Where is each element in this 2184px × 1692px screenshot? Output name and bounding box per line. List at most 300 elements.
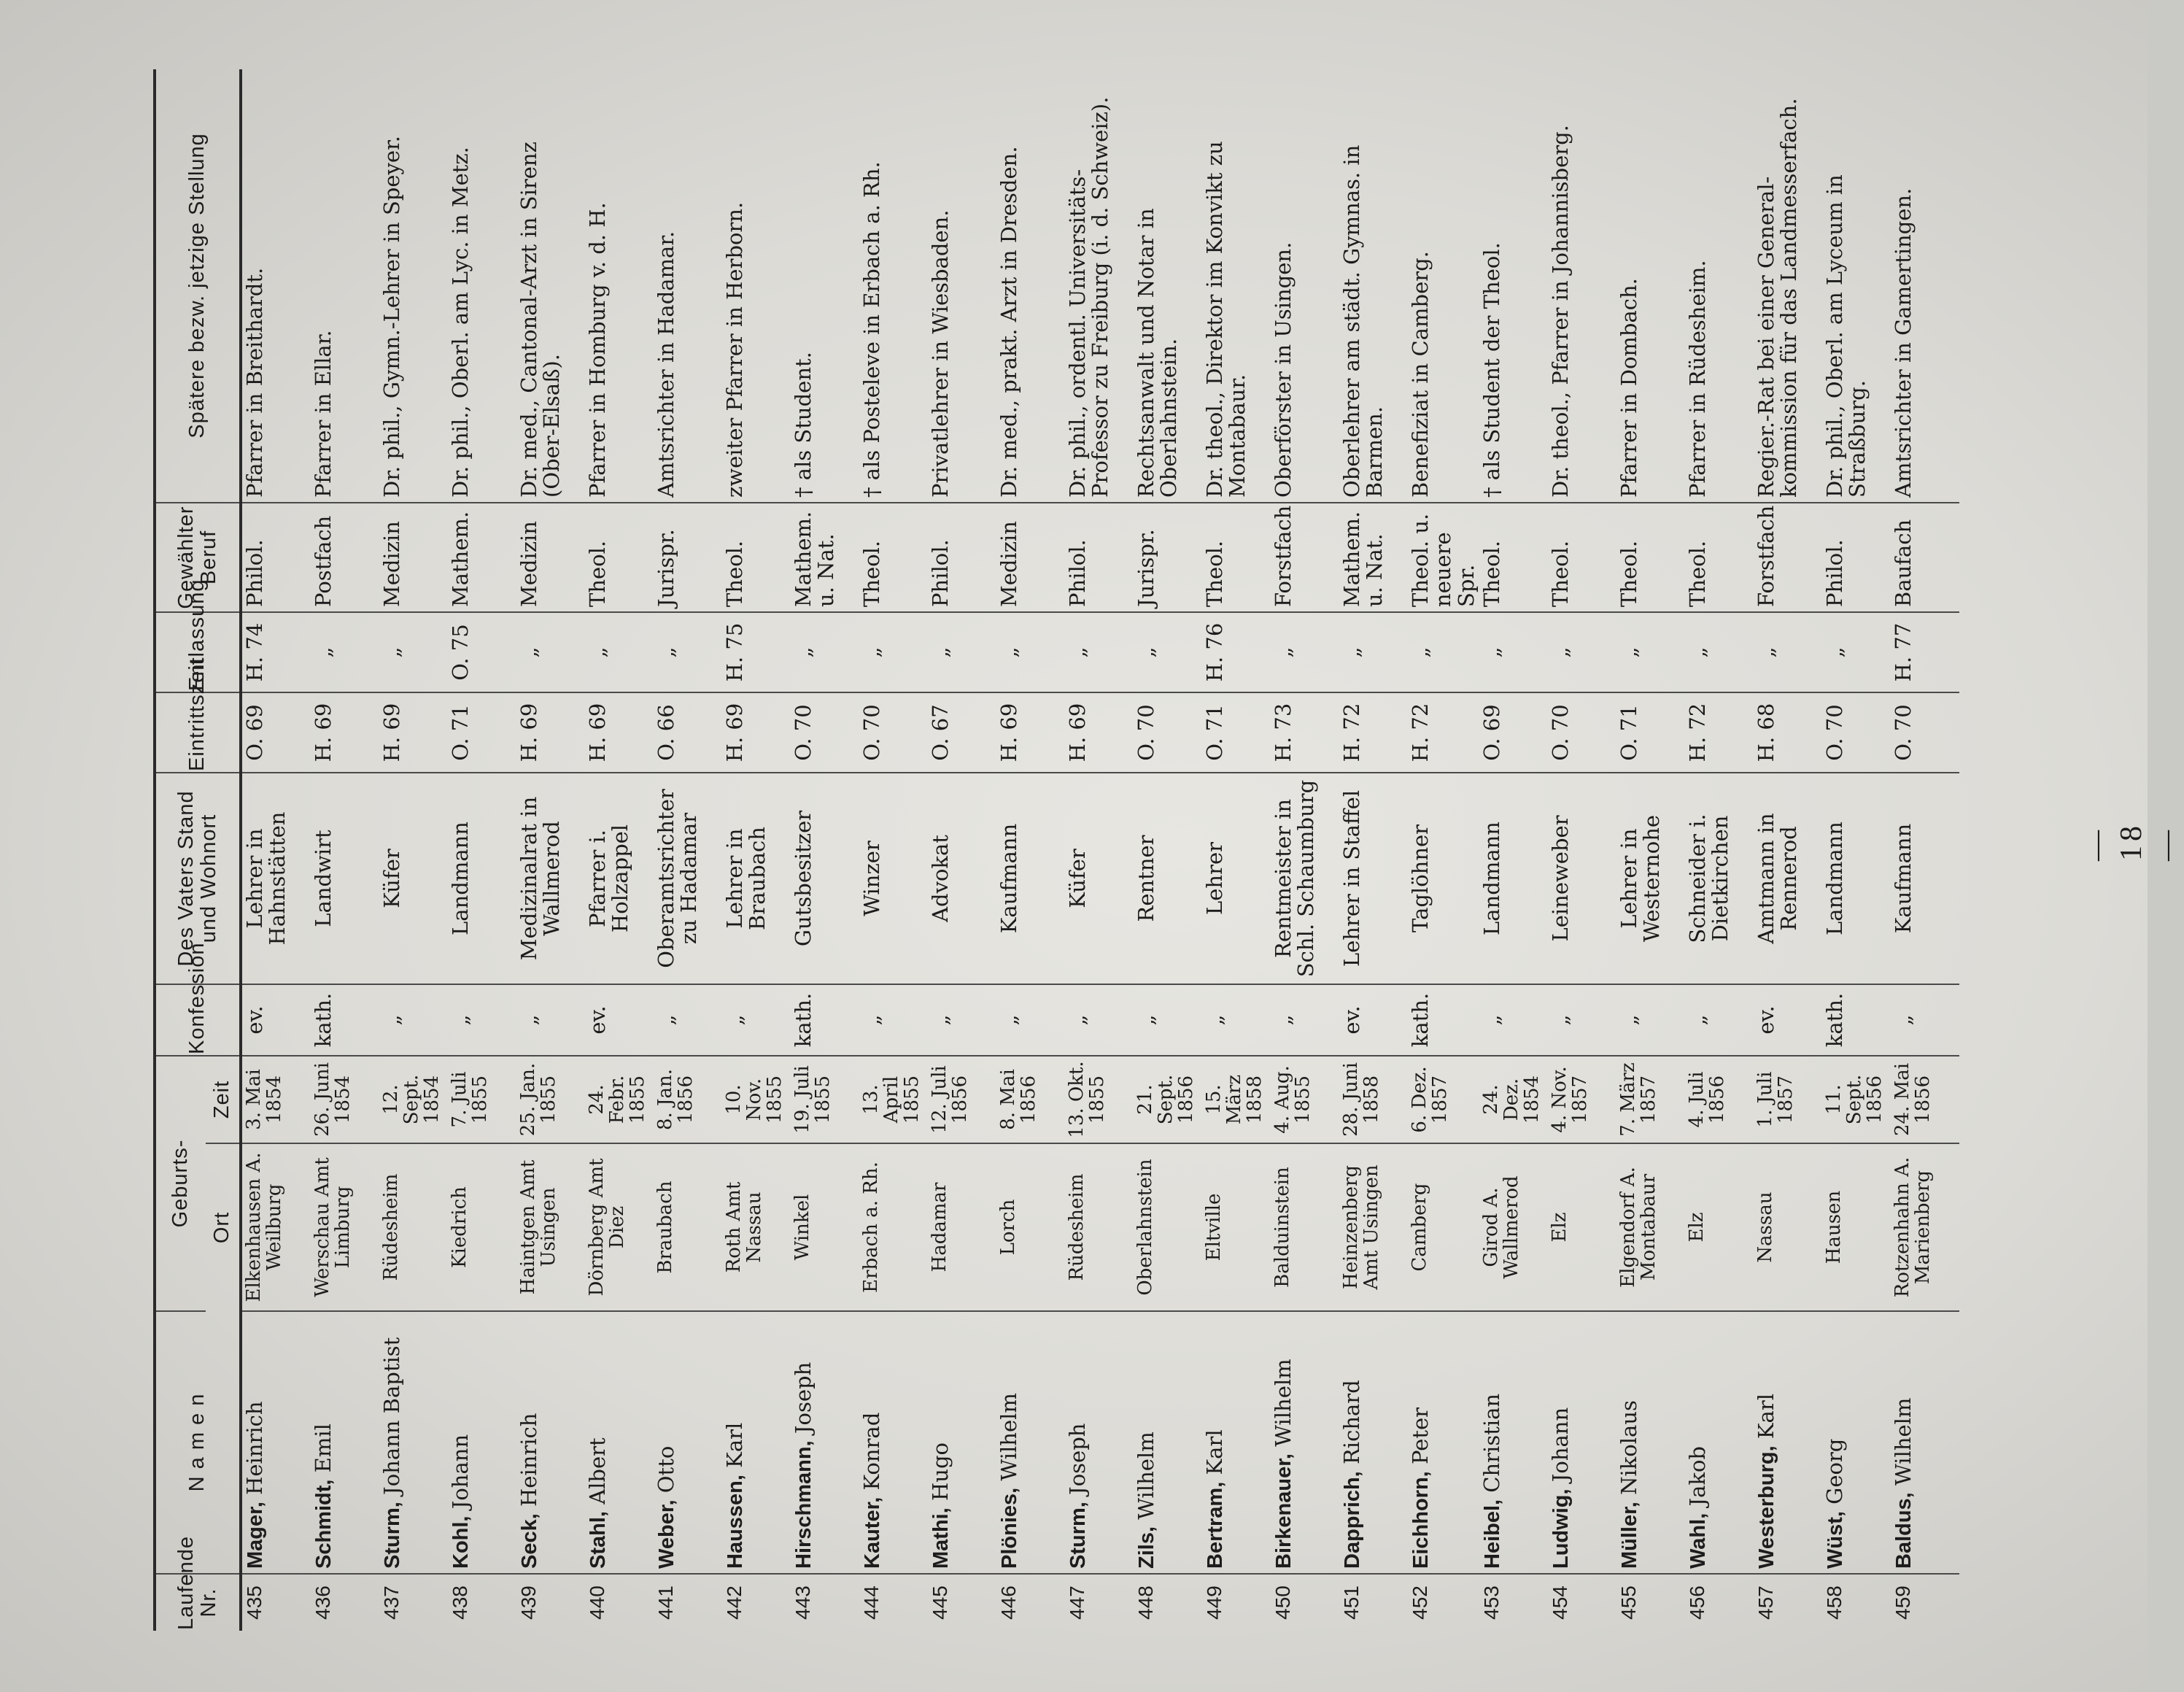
cell-stellung: Dr. med., prakt. Arzt in Dresden. [996,69,1065,503]
cell-name [311,1311,379,1574]
cell-zeit: 15. März 1858 [1202,1056,1271,1143]
cell-eintrittszeit: O. 70 [1548,692,1616,773]
cell-zeit: 11. Sept. 1856 [1822,1056,1891,1143]
cell-eintrittszeit: H. 69 [1065,692,1134,773]
cell-nr: 458 [1822,1585,1846,1620]
surname: Westerburg, [1754,1445,1778,1569]
surname: Sturm, [381,1502,404,1569]
given-name: Peter [1408,1407,1433,1465]
header-geburts: Geburts- [155,1056,206,1311]
cell-name [1202,1311,1271,1574]
cell-nr: 445 [929,1585,951,1620]
cell-stellung: † als Student der Theol. [1479,69,1548,503]
cell-name [585,1311,654,1574]
cell-name [1548,1311,1616,1574]
cell-zeit: 8. Jan. 1856 [654,1056,722,1143]
cell-beruf: Medizin [379,503,448,612]
cell-zeit: 4. Aug. 1855 [1271,1056,1339,1143]
surname: Plönies, [998,1487,1021,1569]
cell-eintrittszeit: O. 69 [1479,692,1548,773]
surname: Kohl, [449,1515,473,1569]
table-row [1134,69,1202,1631]
cell-zeit: 7. März 1857 [1616,1056,1685,1143]
cell-vater-stand: Lehrer in Hahnstätten [241,773,311,984]
cell-nr: 455 [1616,1585,1640,1620]
cell-entlassung: „ [585,612,654,692]
cell-zeit: 26. Juni 1854 [311,1056,379,1143]
surname: Müller, [1617,1502,1641,1569]
cell-beruf: Theol. [585,503,654,612]
cell-stellung: zweiter Pfarrer in Herborn. [722,69,791,503]
cell-ort: Rotzenhahn A. Marienberg [1891,1143,1959,1311]
header-zeit: Zeit [206,1056,241,1143]
cell-entlassung: „ [1822,612,1891,692]
cell-vater-stand: Kaufmann [1891,773,1959,984]
given-name: Karl [1753,1394,1778,1440]
cell-entlassung: „ [1408,612,1479,692]
table-row [1548,69,1616,1631]
table-row [1685,69,1754,1631]
cell-name [1271,1311,1339,1574]
given-name: Heinrich [242,1401,267,1495]
cell-beruf: Theol. [1479,503,1548,612]
cell-stellung: Privatlehrer in Wiesbaden. [928,69,996,503]
cell-nr: 444 [860,1585,883,1620]
cell-entlassung: „ [1271,612,1339,692]
cell-ort: Braubach [654,1143,722,1311]
cell-nr: 441 [654,1585,677,1620]
cell-nr: 456 [1685,1585,1708,1620]
cell-stellung: Dr. phil., Gymn.-Lehrer in Speyer. [379,69,448,503]
cell-konfession: „ [1685,984,1754,1056]
cell-name [654,1311,722,1574]
cell-stellung: Pfarrer in Dombach. [1616,69,1685,503]
cell-eintrittszeit: H. 72 [1339,692,1408,773]
cell-vater-stand: Pfarrer i. Holzappel [585,773,654,984]
cell-beruf: Theol. [1548,503,1616,612]
surname: Birkenauer, [1272,1453,1296,1569]
given-name: Joseph [791,1361,816,1434]
cell-entlassung: „ [1479,612,1548,692]
cell-stellung: Amtsrichter in Gamertingen. [1891,69,1959,503]
cell-konfession: „ [1616,984,1685,1056]
cell-konfession: ev. [585,984,654,1056]
cell-nr: 459 [1891,1585,1914,1620]
cell-entlassung: „ [1065,612,1134,692]
cell-ort: Dörnberg Amt Diez [585,1143,654,1311]
cell-konfession: „ [654,984,722,1056]
table-row [1891,69,1959,1631]
cell-entlassung: „ [859,612,928,692]
surname: Seck, [518,1513,541,1569]
cell-beruf: Mathem. u. Nat. [791,503,859,612]
cell-beruf: Baufach [1891,503,1959,612]
table-row [1408,69,1479,1631]
cell-vater-stand: Küfer [1065,773,1134,984]
cell-beruf: Medizin [996,503,1065,612]
cell-zeit: 6. Dez. 1857 [1408,1056,1479,1143]
table-row [585,69,654,1631]
cell-stellung: Rechtsanwalt und Notar in Oberlahnstein. [1134,69,1202,503]
cell-stellung: Pfarrer in Rüdesheim. [1685,69,1754,503]
cell-konfession: kath. [791,984,859,1056]
cell-name [516,1311,585,1574]
cell-name [448,1311,516,1574]
cell-entlassung: „ [928,612,996,692]
cell-entlassung: „ [516,612,585,692]
header-ort: Ort [210,1211,234,1244]
cell-beruf: Theol. [859,503,928,612]
table-row [379,69,448,1631]
cell-name [996,1311,1065,1574]
cell-konfession: ev. [1339,984,1408,1056]
surname: Bertram, [1204,1481,1227,1569]
cell-stellung: Dr. phil., Oberl. am Lyceum in Straßburg. [1822,69,1891,503]
cell-beruf: Postfach [311,503,379,612]
cell-eintrittszeit: O. 70 [791,692,859,773]
cell-zeit: 3. Mai 1854 [241,1056,311,1143]
given-name: Johann [448,1434,473,1510]
cell-beruf: Jurispr. [1134,503,1202,612]
cell-eintrittszeit: H. 73 [1271,692,1339,773]
given-name: Johann [1547,1407,1573,1483]
cell-nr: 435 [243,1585,266,1620]
cell-eintrittszeit: H. 69 [311,692,379,773]
table-row [722,69,791,1631]
cell-vater-stand: Schneider i. Dietkirchen [1685,773,1754,984]
cell-beruf: Medizin [516,503,585,612]
cell-stellung: Pfarrer in Homburg v. d. H. [585,69,654,503]
surname: Wüst, [1823,1511,1847,1569]
cell-name [1616,1311,1685,1574]
given-name: Jakob [1684,1446,1710,1507]
cell-entlassung: „ [1616,612,1685,692]
cell-beruf: Theol. u. neuere Spr. [1408,503,1479,612]
cell-ort: Elkenhausen A. Weilburg [241,1143,311,1311]
cell-ort: Kiedrich [448,1143,516,1311]
cell-nr: 436 [311,1585,334,1620]
surname: Eichhorn, [1409,1471,1433,1569]
cell-konfession: kath. [1408,984,1479,1056]
cell-vater-stand: Advokat [928,773,996,984]
cell-name [1479,1311,1548,1574]
cell-zeit: 10. Nov. 1855 [722,1056,791,1143]
cell-vater-stand: Winzer [859,773,928,984]
cell-eintrittszeit: H. 69 [585,692,654,773]
cell-ort: Camberg [1408,1143,1479,1311]
cell-zeit: 4. Juli 1856 [1685,1056,1754,1143]
cell-konfession: „ [859,984,928,1056]
cell-ort: Girod A. Wallmerod [1479,1143,1548,1311]
cell-ort: Elz [1548,1143,1616,1311]
cell-nr: 440 [586,1585,608,1620]
cell-name [1134,1311,1202,1574]
cell-beruf: Mathem. [448,503,516,612]
surname: Haussen, [724,1475,747,1569]
cell-zeit: 24. Febr. 1855 [585,1056,654,1143]
cell-eintrittszeit: O. 67 [928,692,996,773]
given-name: Richard [1339,1380,1364,1465]
cell-konfession: „ [1202,984,1271,1056]
cell-nr: 449 [1203,1585,1225,1620]
cell-nr: 454 [1548,1585,1571,1620]
given-name: Hugo [928,1442,953,1501]
register-rows [241,69,1959,1631]
cell-vater-stand: Landwirt [311,773,379,984]
cell-ort: Erbach a. Rh. [859,1143,928,1311]
surname: Weber, [655,1499,678,1569]
table-row [859,69,928,1631]
header-namen: N a m e n [155,1311,241,1574]
cell-ort: Hausen [1822,1143,1891,1311]
cell-eintrittszeit: H. 69 [379,692,448,773]
cell-zeit: 25. Jan. 1855 [516,1056,585,1143]
cell-beruf: Philol. [1822,503,1891,612]
cell-stellung: Oberlehrer am städt. Gymnas. in Barmen. [1339,69,1408,503]
header-entlassung: Entlassung [155,612,241,692]
cell-beruf: Forstfach [1754,503,1822,612]
given-name: Albert [585,1437,610,1504]
table-row [448,69,516,1631]
cell-stellung: Benefiziat in Camberg. [1408,69,1479,503]
cell-nr: 448 [1134,1585,1157,1620]
cell-zeit: 12. Juli 1856 [928,1056,996,1143]
cell-entlassung: H. 74 [241,612,311,692]
cell-eintrittszeit: O. 70 [1891,692,1959,773]
cell-konfession: „ [379,984,448,1056]
cell-eintrittszeit: H. 72 [1408,692,1479,773]
cell-entlassung: „ [311,612,379,692]
cell-eintrittszeit: H. 68 [1754,692,1822,773]
cell-ort: Heinzenberg Amt Usingen [1339,1143,1408,1311]
cell-entlassung: „ [1754,612,1822,692]
cell-stellung: Dr. med., Cantonal-Arzt in Sirenz (Ober-Elsaß). [516,69,585,503]
given-name: Wilhelm [1134,1432,1158,1520]
given-name: Otto [654,1445,678,1494]
cell-nr: 457 [1754,1585,1777,1620]
cell-ort: Rüdesheim [1065,1143,1134,1311]
cell-name [1822,1311,1891,1574]
table-row [311,69,379,1631]
cell-ort: Haintgen Amt Usingen [516,1143,585,1311]
cell-vater-stand: Oberamtsrichter zu Hadamar [654,773,722,984]
header-beruf: Gewählter Beruf [155,503,241,612]
cell-vater-stand: Medizinalrat in Wallmerod [516,773,585,984]
cell-ort: Rüdesheim [379,1143,448,1311]
given-name: Joseph [1065,1423,1090,1495]
cell-stellung: † als Student. [791,69,859,503]
surname: Stahl, [586,1511,610,1569]
cell-konfession: kath. [1822,984,1891,1056]
cell-eintrittszeit: H. 69 [722,692,791,773]
given-name: Georg [1821,1438,1847,1504]
cell-eintrittszeit: O. 70 [1822,692,1891,773]
cell-name [928,1311,996,1574]
given-name: Wilhelm [996,1393,1021,1481]
cell-name [722,1311,791,1574]
cell-beruf: Philol. [241,503,311,612]
cell-nr: 451 [1340,1585,1363,1620]
cell-nr: 437 [380,1585,403,1620]
surname: Hirschmann, [792,1440,816,1569]
cell-nr: 438 [449,1585,471,1620]
table-row [1479,69,1548,1631]
cell-name [791,1311,859,1574]
cell-konfession: „ [1891,984,1959,1056]
cell-konfession: „ [928,984,996,1056]
cell-entlassung: „ [1339,612,1408,692]
table-row [996,69,1065,1631]
cell-vater-stand: Taglöhner [1408,773,1479,984]
page-number: — 18 — [2080,822,2183,861]
cell-eintrittszeit: O. 66 [654,692,722,773]
cell-eintrittszeit: O. 69 [241,692,311,773]
cell-eintrittszeit: H. 69 [516,692,585,773]
cell-ort: Werschau Amt Limburg [311,1143,379,1311]
cell-eintrittszeit: H. 69 [996,692,1065,773]
given-name: Wilhelm [1271,1359,1296,1447]
cell-vater-stand: Gutsbesitzer [791,773,859,984]
cell-ort: Balduinstein [1271,1143,1339,1311]
cell-entlassung: „ [654,612,722,692]
cell-ort: Elgendorf A. Montabaur [1616,1143,1685,1311]
table-row [516,69,585,1631]
table-row [1065,69,1134,1631]
cell-nr: 447 [1066,1585,1088,1620]
cell-nr: 453 [1479,1585,1503,1620]
cell-ort: Oberlahnstein [1134,1143,1202,1311]
cell-beruf: Theol. [722,503,791,612]
cell-konfession: „ [1271,984,1339,1056]
cell-entlassung: „ [996,612,1065,692]
table-row [1822,69,1891,1631]
cell-zeit: 19. Juli 1855 [791,1056,859,1143]
cell-konfession: „ [516,984,585,1056]
cell-entlassung: „ [1134,612,1202,692]
cell-name [1754,1311,1822,1574]
cell-entlassung: H. 76 [1202,612,1271,692]
table-row [1202,69,1271,1631]
cell-konfession: „ [448,984,516,1056]
cell-nr: 443 [791,1585,814,1620]
cell-vater-stand: Lehrer in Westernohe [1616,773,1685,984]
cell-konfession: „ [1134,984,1202,1056]
cell-zeit: 21. Sept. 1856 [1134,1056,1202,1143]
cell-ort: Winkel [791,1143,859,1311]
given-name: Johann Baptist [379,1337,404,1495]
cell-ort: Nassau [1754,1143,1822,1311]
cell-stellung: Dr. phil., Oberl. am Lyc. in Metz. [448,69,516,503]
cell-beruf: Theol. [1616,503,1685,612]
cell-entlassung: „ [1548,612,1616,692]
given-name: Christian [1479,1393,1504,1493]
surname: Wahl, [1686,1513,1710,1569]
cell-name [379,1311,448,1574]
cell-vater-stand: Rentner [1134,773,1202,984]
cell-vater-stand: Amtmann in Rennerod [1754,773,1822,984]
cell-zeit: 12. Sept. 1854 [379,1056,448,1143]
header-vaters: Des Vaters Stand und Wohnort [155,773,241,984]
cell-eintrittszeit: O. 71 [1616,692,1685,773]
cell-entlassung: „ [379,612,448,692]
cell-beruf: Theol. [1685,503,1754,612]
surname: Ludwig, [1549,1488,1573,1569]
cell-eintrittszeit: O. 71 [1202,692,1271,773]
given-name: Heinrich [516,1413,541,1507]
cell-name [1339,1311,1408,1574]
cell-beruf: Philol. [928,503,996,612]
cell-ort: Elz [1685,1143,1754,1311]
cell-nr: 452 [1409,1585,1431,1620]
cell-name [1408,1311,1479,1574]
cell-zeit: 24. Mai 1856 [1891,1056,1959,1143]
cell-zeit: 13. April 1855 [859,1056,928,1143]
cell-zeit: 28. Juni 1858 [1339,1056,1408,1143]
surname: Mager, [244,1502,267,1569]
cell-zeit: 8. Mai 1856 [996,1056,1065,1143]
register-table-rotated [153,69,1984,1631]
cell-vater-stand: Lehrer in Braubach [722,773,791,984]
cell-entlassung: O. 75 [448,612,516,692]
cell-vater-stand: Landmann [1822,773,1891,984]
table-row [1271,69,1339,1631]
cell-zeit: 13. Okt. 1855 [1065,1056,1134,1143]
surname: Kauter, [861,1496,884,1569]
surname: Sturm, [1066,1502,1090,1569]
cell-vater-stand: Rentmeister in Schl. Schaumburg [1271,773,1339,984]
given-name: Konrad [859,1412,884,1491]
cell-eintrittszeit: H. 72 [1685,692,1754,773]
cell-nr: 450 [1271,1585,1294,1620]
student-register-table [153,69,1959,1631]
cell-eintrittszeit: O. 70 [1134,692,1202,773]
table-row [654,69,722,1631]
surname: Zils, [1135,1526,1158,1569]
given-name: Emil [311,1423,336,1473]
cell-stellung: † als Posteleve in Erbach a. Rh. [859,69,928,503]
table-row [791,69,859,1631]
cell-vater-stand: Küfer [379,773,448,984]
table-row [1616,69,1685,1631]
cell-name [1685,1311,1754,1574]
cell-konfession: kath. [311,984,379,1056]
cell-stellung: Dr. phil., ordentl. Universitäts-Professor zu Freiburg (i. d. Schweiz). [1065,69,1134,503]
cell-zeit: 24. Dez. 1854 [1479,1056,1548,1143]
header-konfession: Konfession [155,984,241,1056]
surname: Mathi, [929,1507,953,1569]
given-name: Karl [1202,1429,1227,1475]
cell-ort: Eltville [1202,1143,1271,1311]
table-row [1754,69,1822,1631]
given-name: Karl [722,1422,747,1468]
cell-entlassung: „ [1685,612,1754,692]
cell-konfession: „ [1065,984,1134,1056]
cell-konfession: ev. [241,984,311,1056]
cell-vater-stand: Lehrer in Staffel [1339,773,1408,984]
cell-zeit: 4. Nov. 1857 [1548,1056,1616,1143]
cell-konfession: ev. [1754,984,1822,1056]
given-name: Nikolaus [1616,1400,1641,1495]
cell-ort: Hadamar [928,1143,996,1311]
cell-entlassung: „ [791,612,859,692]
cell-beruf: Theol. [1202,503,1271,612]
cell-ort: Lorch [996,1143,1065,1311]
cell-stellung: Amtsrichter in Hadamar. [654,69,722,503]
table-row [241,69,311,1631]
given-name: Wilhelm [1890,1397,1916,1486]
cell-konfession: „ [996,984,1065,1056]
cell-stellung: Dr. theol., Direktor im Konvikt zu Montabaur. [1202,69,1271,503]
